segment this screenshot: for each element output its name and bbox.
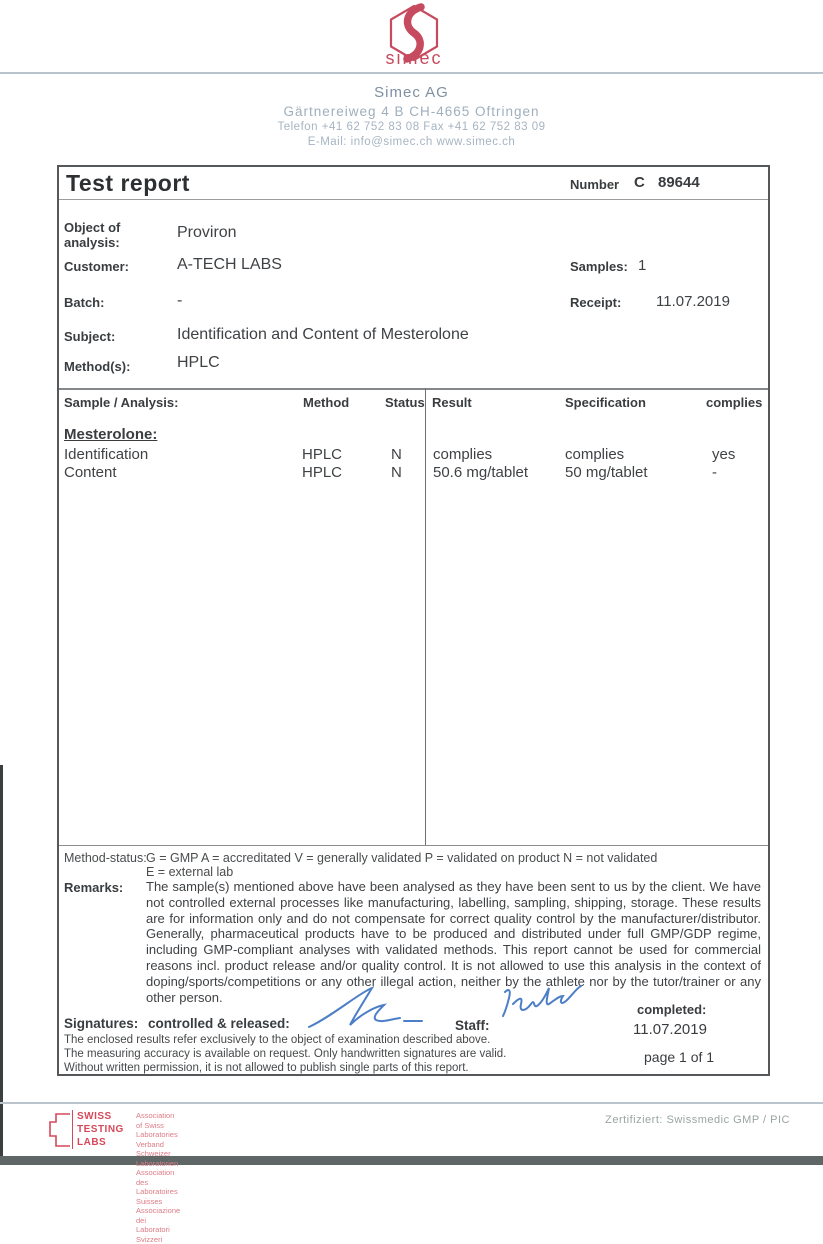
scan-edge-artifact-left <box>0 765 3 1165</box>
report-title: Test report <box>66 170 190 196</box>
letterhead-company: Simec AG <box>374 84 449 101</box>
stl-word-testing: TESTING <box>77 1124 124 1135</box>
row2-complies: - <box>712 464 717 481</box>
method-status-label: Method-status: <box>64 851 147 865</box>
object-of-analysis-label: Object of analysis: <box>64 220 121 250</box>
col-header-complies: complies <box>706 395 763 410</box>
report-number-value: 89644 <box>658 174 700 191</box>
letterhead-address: Gärtnereiweg 4 B CH-4665 Oftringen <box>283 104 540 119</box>
stl-word-labs: LABS <box>77 1137 107 1148</box>
row1-analysis: Identification <box>64 446 149 463</box>
samples-label: Samples: <box>570 259 628 274</box>
letterhead-email-web: E-Mail: info@simec.ch www.simec.ch <box>307 136 516 148</box>
remarks-label: Remarks: <box>64 880 124 895</box>
simec-logo-wordmark: simec <box>385 48 443 68</box>
association-lines <box>136 1111 180 1244</box>
association-line-fr: Association des Laboratoires Suisses <box>136 1168 178 1206</box>
col-header-result: Result <box>432 395 472 410</box>
letterhead-divider <box>0 72 823 74</box>
batch-value: - <box>177 292 183 309</box>
customer-label: Customer: <box>64 259 130 274</box>
row1-specification: complies <box>565 446 625 463</box>
controlled-released-signature <box>304 985 434 1038</box>
method-status-divider <box>59 845 768 846</box>
association-line-it: Associazione dei Laboratori Svizzeri <box>136 1206 181 1244</box>
staff-signature <box>497 982 602 1029</box>
sample-group-title: Mesterolone: <box>64 426 158 443</box>
controlled-released-label: controlled & released: <box>148 1016 290 1031</box>
object-of-analysis-value: Proviron <box>177 224 237 241</box>
row1-complies: yes <box>712 446 736 463</box>
footer-divider <box>0 1102 823 1104</box>
report-number-label: Number <box>570 177 620 192</box>
report-box <box>57 165 770 1076</box>
batch-label: Batch: <box>64 295 105 310</box>
receipt-value: 11.07.2019 <box>656 293 730 310</box>
fine-print-line3: Without written permission, it is not allowed to publish single parts of this report. <box>64 1062 469 1074</box>
row2-status: N <box>391 464 402 481</box>
association-line-en: Association of Swiss Laboratories <box>136 1111 178 1139</box>
swiss-cross-icon <box>48 1112 72 1153</box>
methods-label: Method(s): <box>64 359 131 374</box>
staff-label: Staff: <box>455 1018 490 1033</box>
col-header-method: Method <box>303 395 350 410</box>
customer-value: A-TECH LABS <box>177 256 282 273</box>
report-title-row <box>59 167 768 200</box>
remarks-text: The sample(s) mentioned above have been analysed as they have been sent to us by the client. We have not controlled external processes like manufacturing, labelling, sampling, shipping, storage. These results are for information only and do not compensate for correct quality control by the manufacturer/distributor. Generally, pharmaceutical products have to be produced and distributed under full GMP/GDP regime, including GMP-compliant analyses with validated methods. This report cannot be used for commercial reasons incl. product release and/or quality control. It is not allowed to use this analysis in the context of doping/sports/competitions or any other illegal action, neither by the athlete nor by the tutor/trainer or any other person. <box>146 879 761 1005</box>
scan-edge-artifact-bottom <box>0 1156 823 1165</box>
methods-value: HPLC <box>177 354 220 371</box>
method-status-legend-line2: E = external lab <box>146 865 234 879</box>
table-column-divider <box>425 388 426 845</box>
association-line-de: Verband Schweizer Laboratorien <box>136 1139 179 1168</box>
samples-value: 1 <box>638 257 647 274</box>
row1-status: N <box>391 446 402 463</box>
swiss-testing-labs-wordmark <box>72 1110 124 1149</box>
certification-note: Zertifiziert: Swissmedic GMP / PIC <box>605 1114 790 1126</box>
fine-print-line1: The enclosed results refer exclusively to the object of examination described above. <box>64 1034 491 1046</box>
fine-print-line2: The measuring accuracy is available on request. Only handwritten signatures are valid. <box>64 1048 507 1060</box>
row2-analysis: Content <box>64 464 117 481</box>
method-status-legend-line1: G = GMP A = accreditated V = generally validated P = validated on product N = not validated <box>146 851 658 865</box>
col-header-sample-analysis: Sample / Analysis: <box>64 395 179 410</box>
page-indicator: page 1 of 1 <box>644 1049 715 1065</box>
row2-result: 50.6 mg/tablet <box>433 464 529 481</box>
signatures-label: Signatures: <box>64 1016 139 1031</box>
stl-word-swiss: SWISS <box>77 1111 112 1122</box>
row2-method: HPLC <box>302 464 343 481</box>
table-top-border <box>59 388 768 390</box>
subject-label: Subject: <box>64 329 116 344</box>
row1-method: HPLC <box>302 446 343 463</box>
receipt-label: Receipt: <box>570 295 622 310</box>
completed-label: completed: <box>637 1002 707 1017</box>
letterhead-phone-fax: Telefon +41 62 752 83 08 Fax +41 62 752 83 09 <box>277 121 546 133</box>
col-header-specification: Specification <box>565 395 646 410</box>
row2-specification: 50 mg/tablet <box>565 464 648 481</box>
report-number-prefix: C <box>634 174 645 191</box>
subject-value: Identification and Content of Mesterolone <box>177 326 469 343</box>
row1-result: complies <box>433 446 493 463</box>
completed-date: 11.07.2019 <box>633 1021 707 1038</box>
col-header-status: Status <box>385 395 425 410</box>
